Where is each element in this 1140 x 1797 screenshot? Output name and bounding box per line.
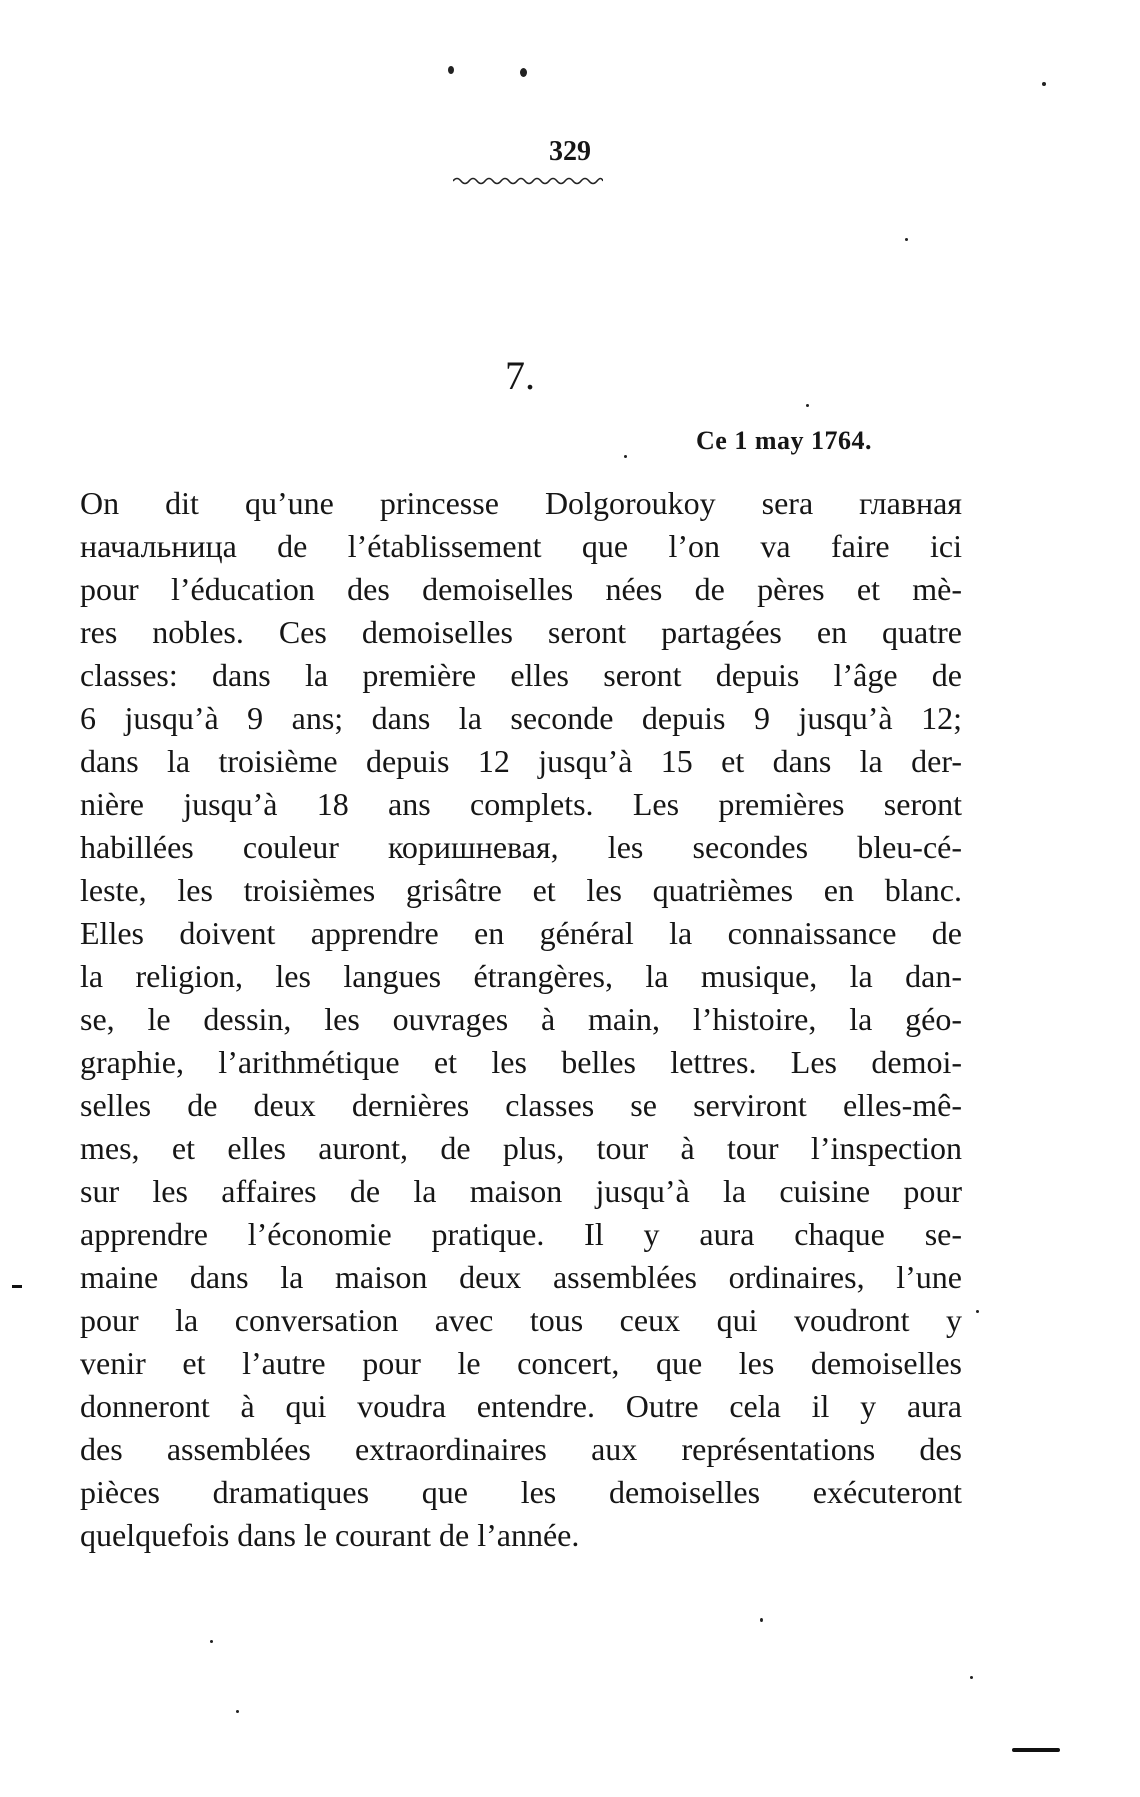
text-line: des assemblées extraordinaires aux représentations des xyxy=(80,1431,962,1467)
text-line: res nobles. Ces demoiselles seront partagées en quatre xyxy=(80,614,962,650)
text-line: leste, les troisièmes grisâtre et les quatrièmes en blanc. xyxy=(80,872,962,908)
print-speck xyxy=(806,404,809,407)
text-line: se, le dessin, les ouvrages à main, l’histoire, la géo- xyxy=(80,1001,962,1037)
text-line: la religion, les langues étrangères, la musique, la dan- xyxy=(80,958,962,994)
text-line: pour la conversation avec tous ceux qui voudront y xyxy=(80,1302,962,1338)
text-line: dans la troisième depuis 12 jusqu’à 15 et dans la der- xyxy=(80,743,962,779)
text-line: apprendre l’économie pratique. Il y aura chaque se- xyxy=(80,1216,962,1252)
text-line: selles de deux dernières classes se serviront elles-mê- xyxy=(80,1087,962,1123)
text-line: pièces dramatiques que les demoiselles exécuteront xyxy=(80,1474,962,1510)
text-line: nière jusqu’à 18 ans complets. Les premières seront xyxy=(80,786,962,822)
print-speck xyxy=(624,455,627,458)
letter-body xyxy=(80,482,962,1557)
print-speck xyxy=(520,68,527,77)
text-line: sur les affaires de la maison jusqu’à la cuisine pour xyxy=(80,1173,962,1209)
margin-mark xyxy=(1012,1748,1060,1752)
text-line: quelquefois dans le courant de l’année. xyxy=(80,1517,580,1553)
wavy-rule-ornament xyxy=(453,175,603,187)
text-line: On dit qu’une princesse Dolgoroukoy sera главная xyxy=(80,485,962,521)
text-line: pour l’éducation des demoiselles nées de pères et mè- xyxy=(80,571,962,607)
page-number: 329 xyxy=(549,136,591,167)
text-line: venir et l’autre pour le concert, que les demoiselles xyxy=(80,1345,962,1381)
text-line: Elles doivent apprendre en général la connaissance de xyxy=(80,915,962,951)
text-line: habillées couleur коришневая, les secondes bleu-cé- xyxy=(80,829,962,865)
print-speck xyxy=(760,1618,763,1622)
letter-dateline: Ce 1 may 1764. xyxy=(696,426,872,455)
text-line: graphie, l’arithmétique et les belles lettres. Les demoi- xyxy=(80,1044,962,1080)
print-speck xyxy=(1042,82,1046,86)
print-speck xyxy=(210,1640,213,1643)
print-speck xyxy=(905,238,908,241)
section-number: 7. xyxy=(505,353,535,398)
print-speck xyxy=(970,1676,973,1679)
text-line: 6 jusqu’à 9 ans; dans la seconde depuis 9 jusqu’à 12; xyxy=(80,700,962,736)
print-speck xyxy=(976,1310,979,1313)
text-line: classes: dans la première elles seront depuis l’âge de xyxy=(80,657,962,693)
margin-mark xyxy=(12,1285,22,1288)
text-line: начальница de l’établissement que l’on va faire ici xyxy=(80,528,962,564)
text-line: mes, et elles auront, de plus, tour à tour l’inspection xyxy=(80,1130,962,1166)
print-speck xyxy=(448,66,454,74)
text-line: maine dans la maison deux assemblées ordinaires, l’une xyxy=(80,1259,962,1295)
text-line: donneront à qui voudra entendre. Outre cela il y aura xyxy=(80,1388,962,1424)
print-speck xyxy=(236,1710,239,1713)
